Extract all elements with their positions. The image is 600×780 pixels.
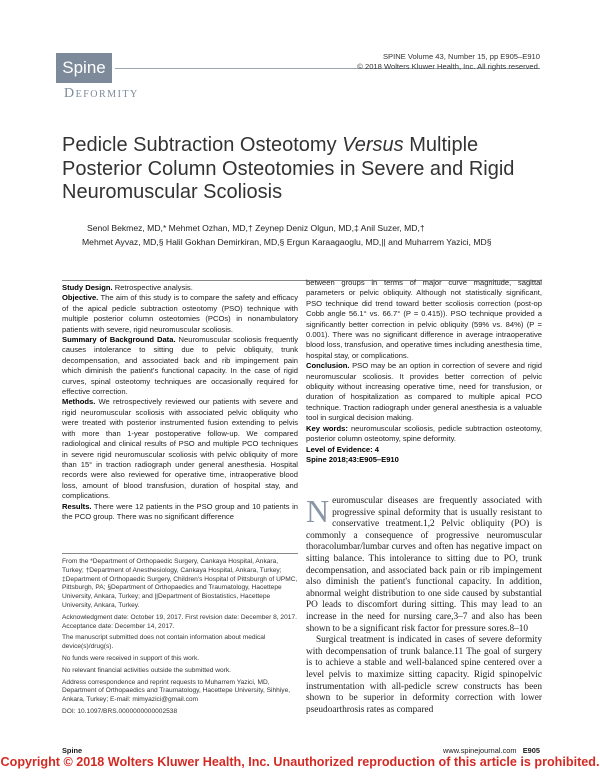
correspondence: Address correspondence and reprint requests to Muharrem Yazici, MD, Department of Orthopaedics and Traumatology, Hacettepe University, Sihhiye, Ankara, Turkey; E-mail: mimyazici@gmail.com (62, 678, 291, 704)
authors-line-2: Mehmet Ayvaz, MD,§ Halil Gokhan Demirkiran, MD,§ Ergun Karaagaoglu, MD,|| and Muharrem Yazici, MD§ (82, 237, 492, 247)
author-list (82, 221, 542, 249)
journal-copyright: © 2018 Wolters Kluwer Health, Inc. All rights reserved. (357, 62, 540, 71)
footer-right (443, 746, 540, 755)
funds-note: No funds were received in support of this work. (62, 654, 200, 662)
doi: DOI: 10.1097/BRS.0000000000002538 (62, 707, 178, 715)
body-para-1: euromuscular diseases are frequently associated with progressive spinal deformity that is usually resistant to conservative treatment.1,2 Pelvic obliquity (PO) is commonly a consequence of progressive neuromuscular thoracolumbar/lumbar curves and often has negative impact on sitting balance. This intolerance to sitting due to PO, trunk decompensation, and associated back pain or rib impingement also diminish the patient's functional capacity. In addition, abnormal weight distribution to one side caused by substantial PO leads to discomfort during sitting. This may lead to an increase in the need for nursing care,3–7 and also has been shown to be a significant risk factor for pressure sores.8–10 (306, 496, 542, 634)
footer-url: www.spinejournal.com (443, 746, 517, 755)
footnote-rule (62, 553, 298, 554)
body-text (306, 493, 542, 716)
copyright-notice: Copyright © 2018 Wolters Kluwer Health, Inc. Unauthorized reproduction of this article is prohibited. (0, 755, 600, 769)
footer-journal: Spine (62, 746, 83, 755)
affiliations: From the *Department of Orthopaedic Surgery, Cankaya Hospital, Ankara, Turkey; †Department of Anesthesiology, Cankaya Hospital, Ankara, Turkey; ‡Department of Orthopaedic Surgery, Children's Hospital of Pittsburgh of UPMC, Pittsburgh, PA; §Department of Orthopaedics and Traumatology, Hacettepe University, Ankara, Turkey; and ||Department of Biostatistics, Hacettepe University, Ankara, Turkey. (62, 558, 298, 609)
page-number: E905 (522, 746, 540, 755)
drop-cap: N (306, 493, 330, 529)
body-para-2: Surgical treatment is indicated in cases of severe deformity with decompensation of trunk balance.11 The goal of surgery is to achieve a stable and well-balanced spine centered over a level pelvis to maximize sitting capacity. Rigid spinopelvic instrumentation with all-pedicle screw constructs has been shown to be superior in deformity correction with lower pseudoarthrosis rates as compared (306, 635, 542, 715)
financial-note: No relevant financial activities outside the submitted work. (62, 666, 231, 674)
authors-line-1: Senol Bekmez, MD,* Mehmet Ozhan, MD,† Zeynep Deniz Olgun, MD,‡ Anil Suzer, MD,† (87, 223, 425, 233)
abstract-right: between groups in terms of major curve magnitude, sagittal parameters or pelvic obliquity. Although not statistically significant, PSO technique did trend toward better scoliosis correction (post-op Cobb angle 56.1° vs. 66.7° (P = 0.415)). PSO technique provided a significantly better correction in pelvic obliquity (59% vs. 84%) (P = 0.001). There was no significant difference in average intraoperative blood loss, transfusion, and operative times including anesthesia time, hospital stay, or complications. Conclusion. PSO may be an option in correction of severe and rigid neuromuscular scoliosis. It provides better correction of pelvic obliquity without increasing operative time, need for transfusion, or duration of hospitalization as compared to multiple apical PCO technique. Traction radiograph under general anesthesia is a valuable tool in surgical decision making. Key words: neuromuscular scoliosis, pedicle subtraction osteotomy, posterior column osteotomy, spine deformity. Level of Evidence: 4 Spine 2018;43:E905–E910 (306, 278, 542, 464)
journal-logo: Spine (56, 53, 112, 83)
footnotes (62, 558, 298, 720)
abstract-left: Study Design. Retrospective analysis. Objective. The aim of this study is to compare the safety and efficacy of the apical pedicle subtraction osteotomy (PSO) technique with multiple posterior column osteotomies (PCOs) in nonambulatory patients with severe, rigid neuromuscular scoliosis. Summary of Background Data. Neuromuscular scoliosis frequently causes intolerance to sitting due to pelvic obliquity, trunk decompensation, and associated back and rib impingement pain which diminish the patient's functional capacity. In the case of rigid curves, spinal osteotomy techniques are occasionally required for effective correction. Methods. We retrospectively reviewed our patients with severe and rigid neuromuscular scoliosis with associated pelvic obliquity who were treated with posterior instrumented fusion extending to pelvis with more than 1-year postoperative follow-up. We compared radiological and clinical results of PSO and multiple PCO techniques in severe rigid neuromuscular scoliosis with pelvic obliquity of more than 15° in traction radiograph under general anesthesia. Hospital records were also reviewed for operative time, intraoperative blood loss, amount of blood transfusion, duration of hospital stay, and complications. Results. There were 12 patients in the PSO group and 10 patients in the PCO group. There was no significant difference (62, 283, 298, 521)
section-label: Deformity (64, 86, 139, 101)
device-note: The manuscript submitted does not contain information about medical device(s)/drug(s). (62, 634, 266, 651)
journal-citation: SPINE Volume 43, Number 15, pp E905–E910 (382, 52, 540, 61)
article-title: Pedicle Subtraction Osteotomy Versus Multiple Posterior Column Osteotomies in Severe and Rigid Neuromuscular Scoliosis (62, 134, 515, 203)
ack-dates: Acknowledgment date: October 19, 2017. First revision date: December 8, 2017. Acceptance date: December 14, 2017. (62, 613, 297, 630)
